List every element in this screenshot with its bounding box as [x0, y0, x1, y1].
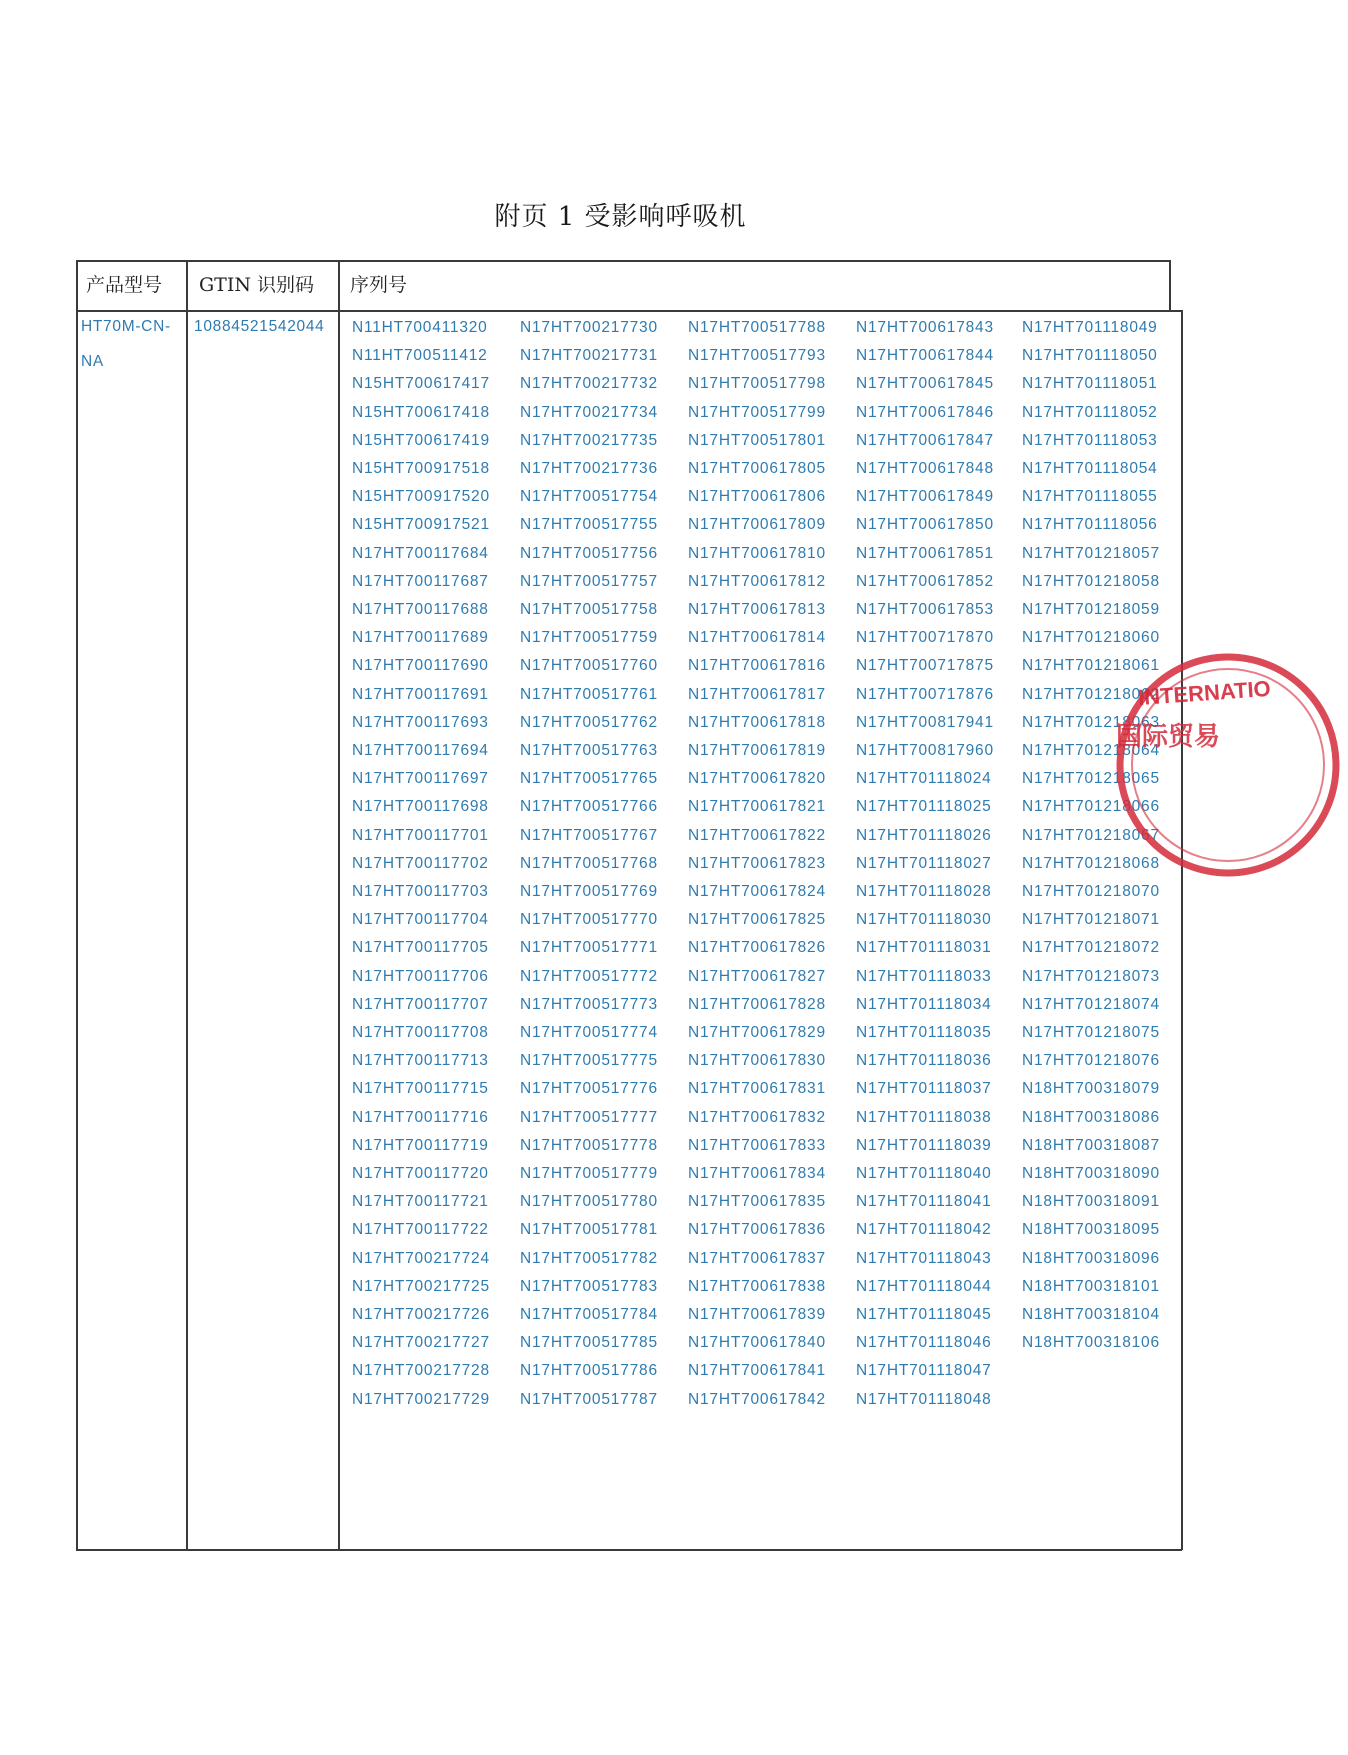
serial-number: N17HT701118034	[856, 995, 992, 1013]
serial-number: N18HT700318095	[1022, 1221, 1160, 1239]
table-left-border	[76, 260, 78, 1550]
serial-number: N17HT700617831	[688, 1080, 826, 1098]
table-right-border	[1169, 260, 1171, 310]
serial-number: N17HT700517793	[688, 347, 826, 365]
table-right-border-lower	[1181, 310, 1183, 1550]
serial-number: N17HT700617827	[688, 967, 826, 985]
serial-number: N17HT700117715	[352, 1080, 489, 1098]
serial-number: N17HT700517758	[520, 601, 658, 618]
serial-number: N17HT700117691	[352, 685, 489, 703]
serial-number: N17HT700117698	[352, 798, 489, 816]
serial-number: N17HT700617840	[688, 1334, 826, 1352]
serial-number: N17HT700517760	[520, 657, 658, 675]
serial-number: N17HT700617818	[688, 713, 826, 731]
serial-number: N15HT700917520	[352, 488, 490, 506]
serial-number: N17HT700617838	[688, 1277, 826, 1295]
seal-latin-text: INTERNATIO	[1137, 675, 1272, 711]
serial-number: N17HT700617813	[688, 601, 826, 618]
serial-number: N17HT701118033	[856, 967, 992, 985]
serial-number: N17HT700117689	[352, 629, 489, 647]
serial-number: N18HT700318106	[1022, 1334, 1160, 1352]
serial-number: N17HT700617823	[688, 854, 826, 872]
serial-number: N17HT701118051	[1022, 375, 1158, 393]
serial-number: N17HT700117688	[352, 601, 489, 618]
model-value-line2: NA	[81, 353, 104, 370]
serial-number: N18HT700318086	[1022, 1108, 1160, 1126]
serial-number: N17HT700617819	[688, 742, 826, 759]
serial-number: N17HT700117713	[352, 1052, 489, 1070]
serial-number: N17HT700617853	[856, 601, 994, 618]
serial-number: N11HT700411320	[352, 319, 488, 336]
serial-number: N17HT701118053	[1022, 431, 1158, 449]
serial-number: N17HT700217724	[352, 1249, 490, 1267]
serial-number: N17HT700617835	[688, 1193, 826, 1211]
official-seal-stamp	[1108, 645, 1272, 885]
serial-number: N18HT700318101	[1022, 1277, 1160, 1295]
serial-number: N17HT700617809	[688, 516, 826, 534]
serial-number: N17HT700517771	[520, 939, 658, 957]
serial-number: N15HT700917521	[352, 516, 490, 534]
serial-number: N17HT701218075	[1022, 1024, 1160, 1041]
serial-number: N18HT700318104	[1022, 1306, 1160, 1323]
serial-number: N17HT700617805	[688, 460, 826, 477]
serial-number: N17HT701118037	[856, 1080, 992, 1098]
serial-number: N17HT701218059	[1022, 601, 1160, 618]
serial-number: N17HT700117702	[352, 854, 489, 872]
serial-number: N17HT700517774	[520, 1024, 658, 1041]
serial-number: N17HT701118056	[1022, 516, 1158, 534]
serial-number: N18HT700318087	[1022, 1136, 1160, 1154]
serial-number: N17HT700617842	[688, 1390, 826, 1408]
serial-number: N15HT700617418	[352, 403, 490, 421]
serial-number: N17HT700517775	[520, 1052, 658, 1070]
serial-number: N17HT701218076	[1022, 1052, 1160, 1070]
serial-number: N17HT700617848	[856, 460, 994, 477]
serial-number: N17HT701118046	[856, 1334, 992, 1352]
serial-number: N17HT701118028	[856, 883, 992, 900]
serial-number: N17HT700617814	[688, 629, 826, 647]
serial-number: N17HT700717876	[856, 685, 994, 703]
serial-number: N17HT700117690	[352, 657, 489, 675]
serial-number: N17HT701218061	[1022, 657, 1160, 675]
serial-number: N17HT701118031	[856, 939, 992, 957]
serial-number: N17HT700517782	[520, 1249, 658, 1267]
serial-number: N17HT700117706	[352, 967, 489, 985]
serial-number: N18HT700318096	[1022, 1249, 1160, 1267]
serial-number: N17HT700617830	[688, 1052, 826, 1070]
serial-number: N17HT700517777	[520, 1108, 658, 1126]
serial-number: N17HT700517772	[520, 967, 658, 985]
serial-number: N17HT700517754	[520, 488, 658, 506]
serial-number: N17HT701118036	[856, 1052, 992, 1070]
table-bottom-border	[76, 1549, 1182, 1551]
serial-number: N17HT700217727	[352, 1334, 490, 1352]
serial-number: N17HT700217732	[520, 375, 658, 393]
serial-number: N17HT700517757	[520, 572, 658, 590]
serial-number: N17HT700117704	[352, 911, 489, 929]
serial-number: N17HT700617851	[856, 544, 994, 562]
serial-number: N17HT700517798	[688, 375, 826, 393]
serial-number: N17HT700117721	[352, 1193, 489, 1211]
serial-number: N17HT700517788	[688, 319, 826, 336]
serial-number: N17HT700817960	[856, 742, 994, 759]
model-value-line1: HT70M-CN-	[81, 318, 171, 335]
serial-number: N17HT700617832	[688, 1108, 826, 1126]
serial-number: N18HT700318079	[1022, 1080, 1160, 1098]
serial-number: N17HT701218065	[1022, 770, 1160, 788]
serial-number: N17HT701218071	[1022, 911, 1160, 929]
serial-number: N17HT700517801	[688, 431, 826, 449]
serial-number: N17HT700617806	[688, 488, 826, 506]
serial-number: N17HT701118030	[856, 911, 992, 929]
gtin-value: 10884521542044	[194, 318, 325, 335]
serial-number: N17HT701118049	[1022, 319, 1158, 336]
serial-number: N17HT701118048	[856, 1390, 992, 1408]
serial-number: N17HT700517787	[520, 1390, 658, 1408]
seal-graphic	[1108, 645, 1348, 885]
serial-number: N17HT700117720	[352, 1165, 489, 1182]
serial-number: N17HT701118054	[1022, 460, 1158, 477]
serial-number: N17HT701118025	[856, 798, 992, 816]
serial-number: N17HT700617812	[688, 572, 826, 590]
serial-number: N17HT700217730	[520, 319, 658, 336]
serial-number: N17HT700517769	[520, 883, 658, 900]
serial-number: N17HT700517766	[520, 798, 658, 816]
serial-number: N17HT701218060	[1022, 629, 1160, 647]
serial-number: N17HT700117694	[352, 742, 489, 759]
serial-number: N17HT701218068	[1022, 854, 1160, 872]
serial-number: N17HT700617841	[688, 1362, 826, 1380]
serial-number: N17HT700617845	[856, 375, 994, 393]
serial-number: N17HT700517765	[520, 770, 658, 788]
serial-number: N17HT700617850	[856, 516, 994, 534]
serial-number: N17HT701218074	[1022, 995, 1160, 1013]
serial-number: N17HT700217736	[520, 460, 658, 477]
serial-number: N17HT701218064	[1022, 742, 1160, 759]
column-divider-1	[186, 260, 188, 1550]
serial-number: N17HT700617847	[856, 431, 994, 449]
serial-number: N17HT701118039	[856, 1136, 992, 1154]
serial-number: N17HT700617824	[688, 883, 826, 900]
serial-number: N17HT700117701	[352, 826, 489, 844]
serial-number: N17HT700517785	[520, 1334, 658, 1352]
serial-number: N17HT701118047	[856, 1362, 992, 1380]
serial-number: N17HT701118044	[856, 1277, 992, 1295]
serial-number: N17HT701118041	[856, 1193, 992, 1211]
serial-number: N17HT700517799	[688, 403, 826, 421]
serial-number: N17HT700217731	[520, 347, 658, 365]
serial-number: N17HT700617834	[688, 1165, 826, 1182]
serial-number: N17HT700617849	[856, 488, 994, 506]
serial-number: N17HT700517779	[520, 1165, 658, 1182]
serial-number: N17HT701218063	[1022, 713, 1160, 731]
page-title: 附页 1 受影响呼吸机	[494, 202, 747, 232]
serial-number: N17HT700117693	[352, 713, 489, 731]
serial-number: N15HT700617417	[352, 375, 490, 393]
serial-number: N17HT700617820	[688, 770, 826, 788]
serial-number: N17HT701118027	[856, 854, 992, 872]
header-gtin: GTIN 识别码	[199, 274, 315, 296]
serial-number: N17HT700617826	[688, 939, 826, 957]
serial-number: N17HT700517761	[520, 685, 658, 703]
serial-number: N17HT700617825	[688, 911, 826, 929]
serial-number: N17HT700117697	[352, 770, 489, 788]
serial-number: N17HT701218066	[1022, 798, 1160, 816]
serial-number: N17HT700617817	[688, 685, 826, 703]
serial-number: N17HT700117687	[352, 572, 489, 590]
serial-number: N17HT700217725	[352, 1277, 490, 1295]
serial-number: N17HT700817941	[856, 713, 994, 731]
serial-number: N17HT700517786	[520, 1362, 658, 1380]
serial-number: N17HT700117719	[352, 1136, 489, 1154]
serial-number: N17HT700517759	[520, 629, 658, 647]
serial-number: N17HT701118052	[1022, 403, 1158, 421]
serial-number: N17HT700217734	[520, 403, 658, 421]
serial-number: N17HT700617836	[688, 1221, 826, 1239]
serial-number: N17HT701118042	[856, 1221, 992, 1239]
serial-number: N17HT700717870	[856, 629, 994, 647]
serial-number: N17HT700717875	[856, 657, 994, 675]
serial-number: N17HT701118043	[856, 1249, 992, 1267]
serial-number: N17HT700217726	[352, 1306, 490, 1323]
serial-number: N17HT700617837	[688, 1249, 826, 1267]
serial-number: N17HT700617846	[856, 403, 994, 421]
serial-number: N17HT700517776	[520, 1080, 658, 1098]
affected-ventilators-table	[76, 260, 1182, 1550]
serial-number: N17HT700217728	[352, 1362, 490, 1380]
serial-number: N17HT701218062	[1022, 685, 1160, 703]
serial-number: N17HT700617821	[688, 798, 826, 816]
serial-number: N17HT700517767	[520, 826, 658, 844]
serial-number: N17HT700517783	[520, 1277, 658, 1295]
serial-number: N17HT700617839	[688, 1306, 826, 1323]
header-model: 产品型号	[86, 274, 163, 296]
serial-number: N17HT701118055	[1022, 488, 1158, 506]
serial-number: N17HT700117722	[352, 1221, 489, 1239]
serial-number: N17HT700117708	[352, 1024, 489, 1041]
serial-number: N17HT700617829	[688, 1024, 826, 1041]
serial-number: N17HT700117707	[352, 995, 489, 1013]
serial-number: N17HT700517778	[520, 1136, 658, 1154]
serial-number: N17HT700517773	[520, 995, 658, 1013]
serial-number: N17HT700617833	[688, 1136, 826, 1154]
serial-number: N17HT701218072	[1022, 939, 1160, 957]
seal-cn-text: 国际贸易	[1116, 722, 1221, 752]
serial-number: N18HT700318090	[1022, 1165, 1160, 1182]
column-divider-2	[338, 260, 340, 1550]
serial-number: N17HT700517781	[520, 1221, 658, 1239]
serial-number: N17HT700617843	[856, 319, 994, 336]
serial-number: N17HT701118050	[1022, 347, 1158, 365]
serial-number: N17HT700617852	[856, 572, 994, 590]
serial-number: N17HT700217735	[520, 431, 658, 449]
serial-number: N17HT701218067	[1022, 826, 1160, 844]
serial-number: N17HT701218073	[1022, 967, 1160, 985]
serial-number: N17HT701118038	[856, 1108, 992, 1126]
serial-number: N17HT700517784	[520, 1306, 658, 1323]
serial-number: N17HT700217729	[352, 1390, 490, 1408]
serial-number: N17HT700117684	[352, 544, 489, 562]
serial-number: N17HT701118045	[856, 1306, 992, 1323]
serial-number: N17HT700617822	[688, 826, 826, 844]
serial-number: N17HT700117705	[352, 939, 489, 957]
serial-number: N17HT700617816	[688, 657, 826, 675]
serial-number: N17HT700617810	[688, 544, 826, 562]
serial-number: N17HT700517770	[520, 911, 658, 929]
serial-number: N17HT700517780	[520, 1193, 658, 1211]
serial-number: N15HT700917518	[352, 460, 490, 477]
serial-number: N17HT701118024	[856, 770, 992, 788]
serial-number: N17HT700517763	[520, 742, 658, 759]
serial-number: N17HT701218070	[1022, 883, 1160, 900]
serial-number: N17HT701118035	[856, 1024, 992, 1041]
serial-number: N17HT700617844	[856, 347, 994, 365]
serial-number: N11HT700511412	[352, 347, 488, 365]
serial-number: N17HT701218058	[1022, 572, 1160, 590]
serial-number: N17HT700517762	[520, 713, 658, 731]
serial-number: N17HT700117716	[352, 1108, 489, 1126]
serial-number: N17HT701118040	[856, 1165, 992, 1182]
header-serial: 序列号	[350, 274, 408, 296]
serial-number: N17HT700517755	[520, 516, 658, 534]
serial-number: N15HT700617419	[352, 431, 490, 449]
serial-number: N17HT700517768	[520, 854, 658, 872]
serial-number: N17HT701118026	[856, 826, 992, 844]
serial-number: N17HT700517756	[520, 544, 658, 562]
header-divider	[76, 310, 1182, 312]
serial-number: N18HT700318091	[1022, 1193, 1160, 1211]
serial-number: N17HT700617828	[688, 995, 826, 1013]
serial-number: N17HT701218057	[1022, 544, 1160, 562]
serial-number: N17HT700117703	[352, 883, 489, 900]
